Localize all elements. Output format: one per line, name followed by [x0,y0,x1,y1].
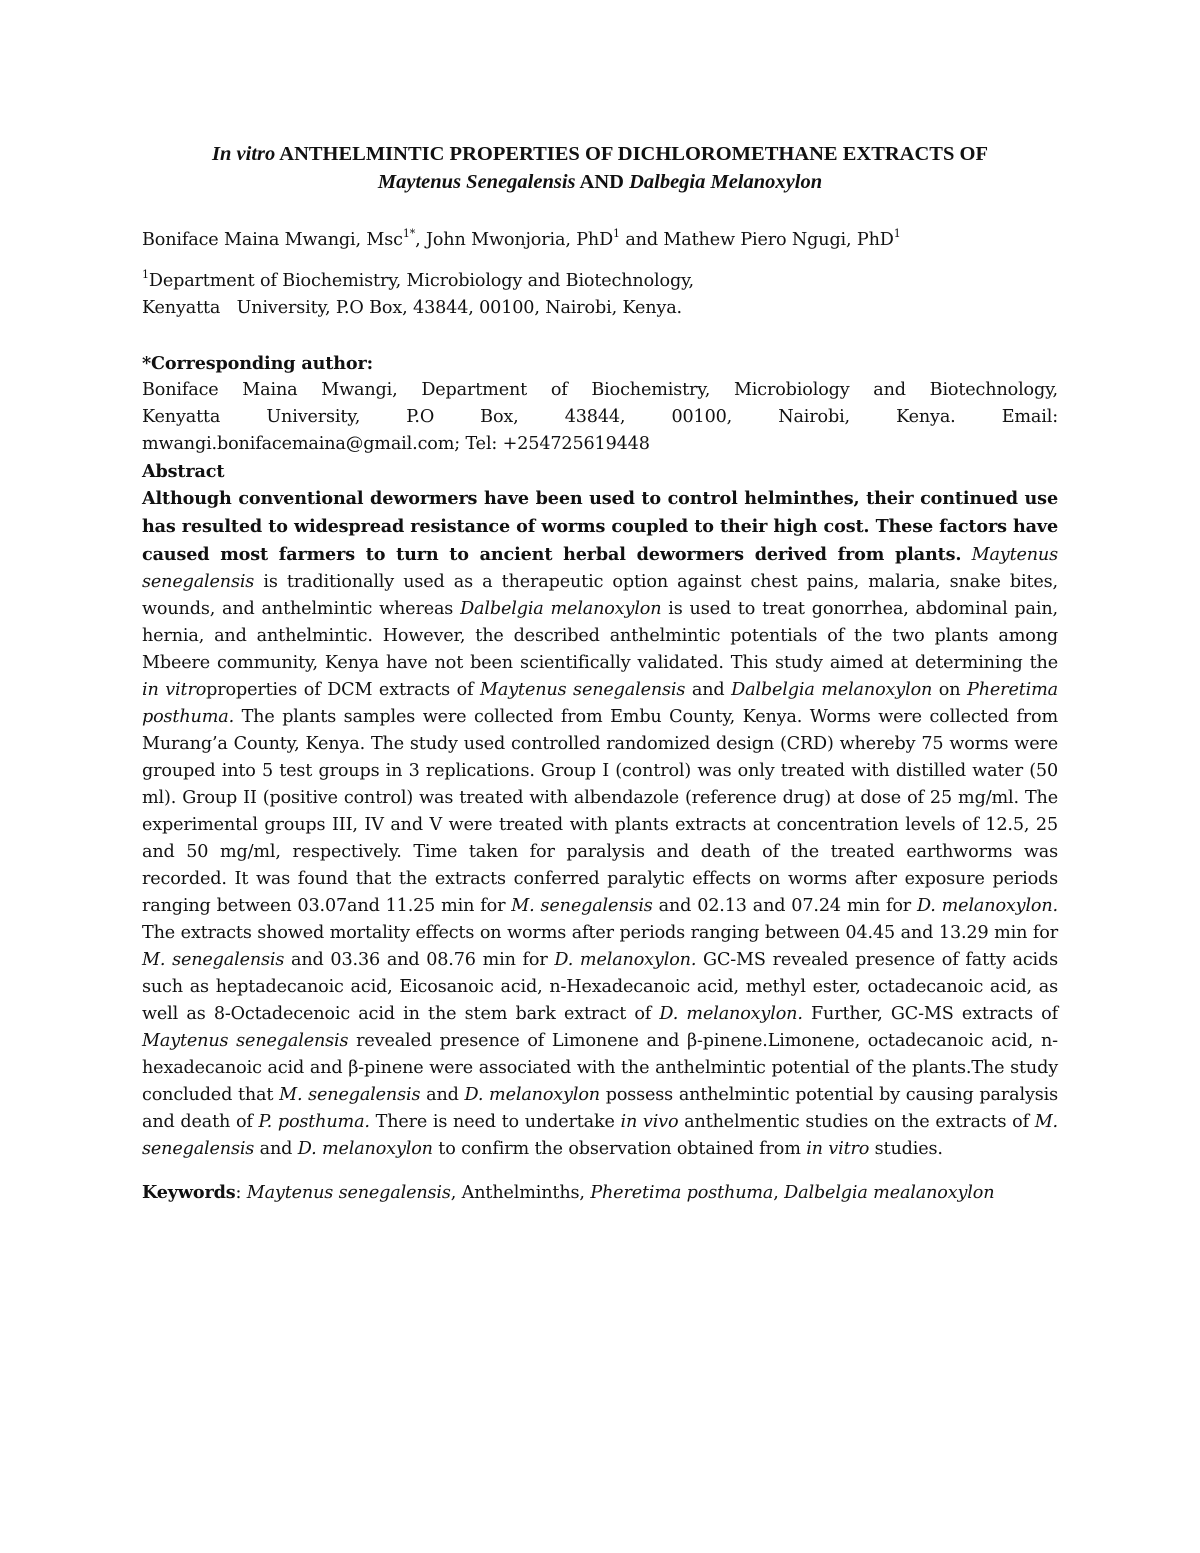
title-species-2: Dalbegia Melanoxylon [629,171,823,193]
abstract-italic: P. posthuma. [258,1112,370,1132]
keyword-2: , Anthelminths, [450,1183,591,1203]
author-1: Boniface Maina Mwangi, Msc [142,230,403,250]
keywords-colon: : [235,1183,247,1203]
abstract-bold-intro: Although conventional dewormers have been used to control helminthes, their continued use has resulted to widespread resistance of worms coupled to their high cost. These factors have caused most farmers to turn to ancient herbal dewormers derived from plants. [142,488,1058,565]
keyword-separator: , [773,1183,785,1203]
keyword-3: Pheretima posthuma [590,1183,774,1203]
paper-page [142,140,1058,1207]
abstract-text: and [685,680,732,700]
abstract-text: and [254,1139,298,1159]
keywords-label: Keywords [142,1182,236,1203]
abstract-text: Further, GC-MS extracts of [802,1004,1058,1024]
abstract-text: revealed presence of Limonene and β-pinene.Limonene, octadecanoic acid, n-hexadecanoic acid and β-pinene were associated with the anthelmintic potential of the plants.The study concluded that [142,1031,1058,1105]
abstract-text: The plants samples were collected from Embu County, Kenya. Worms were collected from Murang’a County, Kenya. The study used controlled randomized design (CRD) whereby 75 worms were grouped into 5 test groups in 3 replications. Group I (control) was only treated with distilled water (50 ml). Group II (positive control) was treated with albendazole (reference drug) at dose of 25 mg/ml. The experimental groups III, IV and V were treated with plants extracts at concentration levels of 12.5, 25 and 50 mg/ml, respectively. Time taken for paralysis and death of the treated earthworms was recorded. It was found that the extracts conferred paralytic effects on worms after exposure periods ranging between 03.07and 11.25 min for [142,707,1058,916]
affiliation [142,268,1058,322]
abstract-italic: M. senegalensis [142,1112,1058,1159]
abstract-text: on [932,680,968,700]
author-1-superscript: 1* [402,227,416,241]
abstract-italic: in vitro [142,680,207,700]
affiliation-text-1: Department of Biochemistry, Microbiology and Biotechnology, [148,271,694,291]
abstract-italic: in vivo [620,1112,679,1132]
abstract-italic: in vitro [806,1139,870,1159]
abstract-italic: D. melanoxylon. [916,896,1058,916]
abstract-italic: Dalbelgia melanoxylon [460,599,662,619]
keywords [142,1179,1058,1207]
abstract-italic: Dalbelgia melanoxylon [731,680,933,700]
abstract-italic: M. senegalensis [279,1085,421,1105]
abstract-text: anthelmentic studies on the extracts of [678,1112,1035,1132]
abstract-text: to confirm the observation obtained from [432,1139,807,1159]
abstract-text: is used to treat gonorrhea, abdominal pain, hernia, and anthelmintic. However, the described anthelmintic potentials of the two plants among Mbeere community, Kenya have not been scientifically validated. This study aimed at determining the [142,599,1058,673]
abstract-italic: D. melanoxylon. [659,1004,803,1024]
abstract-text: and [420,1085,465,1105]
corresponding-heading: *Corresponding author: [142,353,373,374]
title-species-1: Maytenus Senegalensis [377,171,576,193]
abstract-text: studies. [869,1139,943,1159]
paper-title [142,140,1058,196]
title-in-vitro: In vitro [212,143,276,165]
author-list [142,227,1058,254]
abstract-italic: M. senegalensis [511,896,653,916]
abstract-text: is traditionally used as a therapeutic option against chest pains, malaria, snake bites, wounds, and anthelmintic whereas [142,572,1058,619]
title-line-1-text: ANTHELMINTIC PROPERTIES OF DICHLOROMETHANE EXTRACTS OF [275,143,988,165]
abstract-text: GC-MS revealed presence of fatty acids such as heptadecanoic acid, Eicosanoic acid, n-Hexadecanoic acid, methyl ester, octadecanoic acid, as well as 8-Octadecenoic acid in the stem bark extract of [142,950,1058,1024]
author-2-superscript: 1 [613,227,620,241]
affiliation-line-1 [142,268,1058,295]
abstract-text: and 02.13 and 07.24 min for [652,896,917,916]
keyword-4: Dalbelgia mealanoxylon [784,1183,995,1203]
affiliation-superscript: 1 [142,268,149,282]
abstract-italic: D. melanoxylon [297,1139,433,1159]
keyword-1: Maytenus senegalensis [246,1183,451,1203]
abstract-italic: Maytenus senegalensis [142,545,1058,592]
corresponding-line-2: Kenyatta University, P.O Box, 43844, 00100, Nairobi, Kenya. Email: [142,407,1058,427]
abstract-text: possess anthelmintic potential by causing paralysis and death of [142,1085,1058,1132]
author-2: , John Mwonjoria, PhD [415,230,614,250]
affiliation-line-2: Kenyatta University, P.O Box, 43844, 00100, Nairobi, Kenya. [142,298,682,318]
abstract-text: and 03.36 and 08.76 min for [284,950,555,970]
corresponding-email: mwangi.bonifacemaina@gmail.com; Tel: +254725619448 [142,434,650,454]
corresponding-details [142,377,1058,458]
corresponding-line-1: Boniface Maina Mwangi, Department of Biochemistry, Microbiology and Biotechnology, [142,380,1058,400]
title-line-1 [142,140,1058,168]
abstract-italic: D. melanoxylon [464,1085,600,1105]
abstract-heading: Abstract [142,461,225,482]
author-3: and Mathew Piero Ngugi, PhD [619,230,894,250]
title-and: AND [575,171,630,193]
title-line-2 [142,168,1058,196]
abstract-text: There is need to undertake [369,1112,621,1132]
abstract-italic: Maytenus senegalensis [480,680,686,700]
abstract-italic: M. senegalensis [142,950,285,970]
abstract-text: properties of DCM extracts of [206,680,481,700]
abstract-text: The extracts showed mortality effects on worms after periods ranging between 04.45 and 13.29 min for [142,923,1058,943]
abstract-italic: Pheretima posthuma. [142,680,1058,727]
author-3-superscript: 1 [893,227,901,241]
abstract-italic: Maytenus senegalensis [142,1031,349,1051]
abstract-italic: D. melanoxylon. [554,950,697,970]
abstract-body [142,485,1058,1163]
